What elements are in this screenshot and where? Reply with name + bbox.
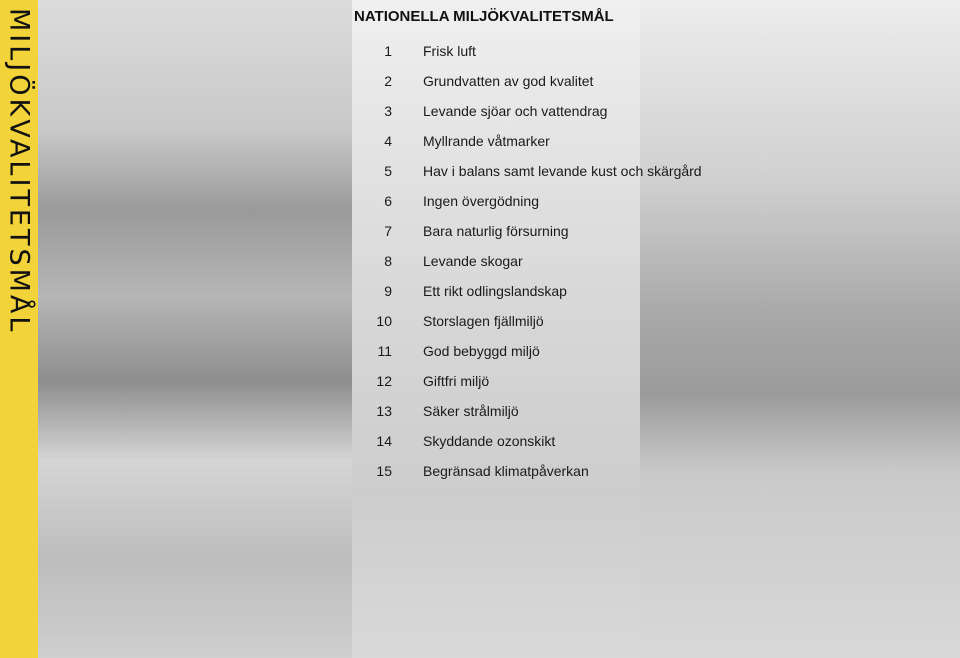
list-item (352, 276, 702, 306)
list-item (352, 456, 702, 486)
list-item (352, 336, 702, 366)
goal-number: 13 (376, 403, 392, 419)
goal-text: Begränsad klimatpåverkan (423, 463, 589, 479)
list-item (352, 186, 702, 216)
goal-text: Frisk luft (423, 43, 476, 59)
goal-text: Levande skogar (423, 253, 523, 269)
side-band (0, 0, 38, 658)
goal-number: 11 (377, 343, 392, 359)
goal-number: 12 (376, 373, 392, 389)
list-item (352, 366, 702, 396)
list-item (352, 96, 702, 126)
list-item (352, 36, 702, 66)
goal-number: 4 (384, 133, 392, 149)
goal-text: Bara naturlig försurning (423, 223, 569, 239)
list-item (352, 156, 702, 186)
goal-number: 14 (376, 433, 392, 449)
goal-number: 7 (384, 223, 392, 239)
goal-text: Ingen övergödning (423, 193, 539, 209)
goal-number: 1 (384, 43, 392, 59)
goal-text: Ett rikt odlingslandskap (423, 283, 567, 299)
goal-text: Hav i balans samt levande kust och skärgård (423, 163, 702, 179)
goal-number: 10 (376, 313, 392, 329)
goal-text: Levande sjöar och vattendrag (423, 103, 608, 119)
goal-number: 9 (384, 283, 392, 299)
goal-text: Giftfri miljö (423, 373, 490, 389)
goal-text: Säker strålmiljö (423, 403, 519, 419)
goals-panel (352, 0, 722, 490)
vertical-title: MILJÖKVALITETSMÅL (3, 8, 35, 335)
list-item (352, 426, 702, 456)
list-item (352, 306, 702, 336)
goal-list (352, 36, 702, 486)
goal-text: Skyddande ozonskikt (423, 433, 556, 449)
goal-number: 5 (384, 163, 392, 179)
list-item (352, 66, 702, 96)
list-item (352, 216, 702, 246)
goal-text: God bebyggd miljö (423, 343, 540, 359)
manor-house-photo (38, 0, 352, 658)
page-title: NATIONELLA MILJÖKVALITETSMÅL (354, 8, 614, 25)
goal-text: Grundvatten av god kvalitet (423, 73, 594, 89)
goal-number: 8 (384, 253, 392, 269)
goal-text: Storslagen fjällmiljö (423, 313, 544, 329)
goal-text: Myllrande våtmarker (423, 133, 550, 149)
goal-number: 2 (384, 73, 392, 89)
list-item (352, 396, 702, 426)
list-item (352, 126, 702, 156)
list-item (352, 246, 702, 276)
goal-number: 3 (384, 103, 392, 119)
goal-number: 6 (384, 193, 392, 209)
goal-number: 15 (376, 463, 392, 479)
